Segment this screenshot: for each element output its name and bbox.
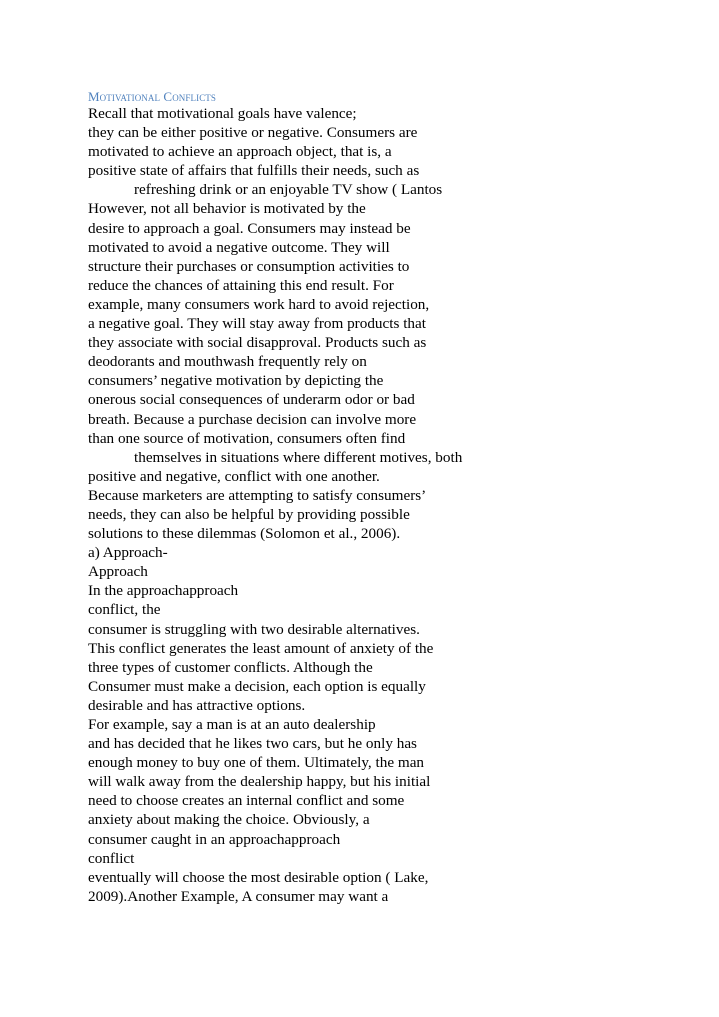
text-line: In the approachapproach <box>88 582 239 600</box>
text-line: conflict <box>88 849 135 867</box>
text-line: structure their purchases or consumption activities to <box>88 257 410 275</box>
text-line: reduce the chances of attaining this end result. For <box>88 276 394 294</box>
text-line: For example, say a man is at an auto dealership <box>88 716 376 733</box>
text-line: a negative goal. They will stay away from products that <box>88 315 426 333</box>
text-line: consumer caught in an approachapproach <box>88 830 341 848</box>
text-line: This conflict generates the least amount of anxiety of the <box>88 639 434 657</box>
text-line: example, many consumers work hard to avoid rejection, <box>88 295 430 313</box>
text-line: consumers’ negative motivation by depicting the <box>88 372 384 390</box>
text-line: positive state of affairs that fulfills their needs, such as <box>88 162 420 180</box>
text-line: solutions to these dilemmas (Solomon et al., 2006). <box>88 525 401 543</box>
text-line: motivated to achieve an approach object, that is, a <box>88 143 392 161</box>
text-line: desire to approach a goal. Consumers may instead be <box>88 219 411 237</box>
text-line: consumer is struggling with two desirable alternatives. <box>88 620 420 638</box>
text-line: Because marketers are attempting to satisfy consumers’ <box>88 486 427 504</box>
text-line: will walk away from the dealership happy, but his initial <box>88 773 431 791</box>
text-line: need to choose creates an internal conflict and some <box>88 792 405 810</box>
text-line: Recall that motivational goals have valence; <box>88 105 357 122</box>
text-line: conflict, the <box>88 601 161 619</box>
text-line: than one source of motivation, consumers often find <box>88 429 406 447</box>
text-line: a) Approach- <box>88 544 168 562</box>
text-line: they associate with social disapproval. Products such as <box>88 334 427 352</box>
text-line: needs, they can also be helpful by providing possible <box>88 505 410 523</box>
text-line: themselves in situations where different motives, both <box>134 448 463 466</box>
text-line: onerous social consequences of underarm odor or bad <box>88 391 415 409</box>
text-line: deodorants and mouthwash frequently rely on <box>88 353 367 371</box>
text-line: 2009).Another Example, A consumer may want a <box>88 887 389 905</box>
text-line: Approach <box>88 563 148 581</box>
text-line: enough money to buy one of them. Ultimately, the man <box>88 754 425 772</box>
text-line: eventually will choose the most desirable option ( Lake, <box>88 868 429 886</box>
text-line: Consumer must make a decision, each option is equally <box>88 677 426 695</box>
body-text <box>88 104 688 906</box>
text-line: refreshing drink or an enjoyable TV show ( Lantos <box>134 181 443 199</box>
text-line: and has decided that he likes two cars, but he only has <box>88 735 417 753</box>
text-line: anxiety about making the choice. Obviously, a <box>88 811 370 829</box>
text-line: positive and negative, conflict with one another. <box>88 467 380 485</box>
text-line: breath. Because a purchase decision can involve more <box>88 410 417 428</box>
text-line: desirable and has attractive options. <box>88 696 306 714</box>
section-heading: Motivational Conflicts <box>88 89 217 104</box>
text-line: motivated to avoid a negative outcome. They will <box>88 238 390 256</box>
text-line: However, not all behavior is motivated by the <box>88 200 366 218</box>
text-line: they can be either positive or negative. Consumers are <box>88 124 418 142</box>
text-line: three types of customer conflicts. Although the <box>88 658 373 676</box>
